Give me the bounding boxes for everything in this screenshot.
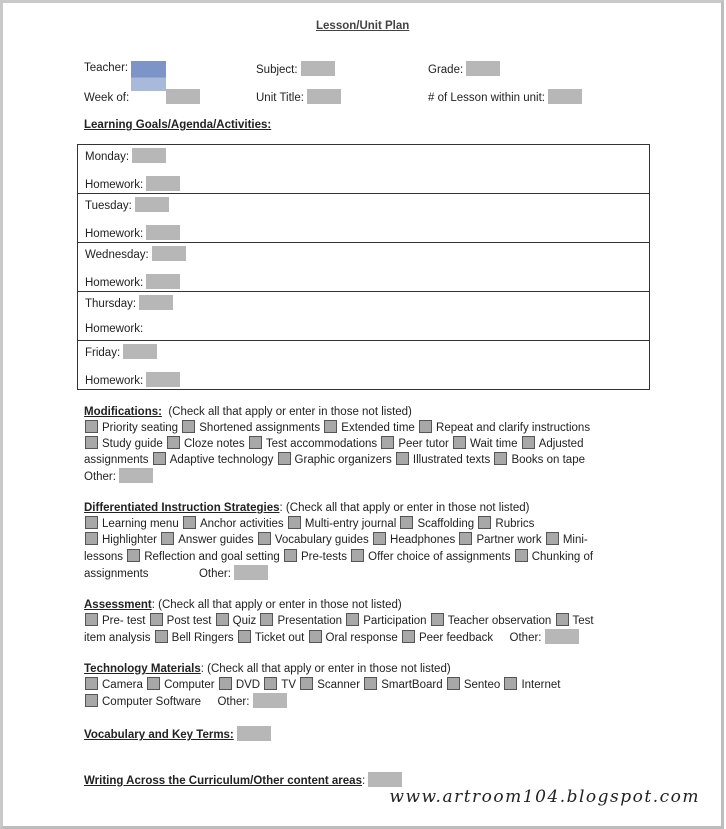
modifications-line-2 — [84, 436, 644, 452]
option-label: Anchor activities — [199, 518, 284, 530]
option-label: Books on tape — [511, 454, 585, 466]
option-label: item analysis — [84, 632, 151, 644]
checkbox[interactable] — [459, 532, 472, 545]
modifications-heading: Modifications: — [84, 406, 162, 418]
subject-field — [256, 61, 335, 77]
option-label: Multi-entry journal — [304, 518, 397, 530]
checkbox[interactable] — [85, 613, 98, 626]
checkbox[interactable] — [85, 420, 98, 433]
day-row-monday — [78, 145, 649, 193]
option-label: Adjusted — [538, 438, 584, 450]
option-label: Chunking of — [531, 551, 594, 563]
checkbox[interactable] — [402, 630, 415, 643]
option-label: Test — [572, 615, 594, 627]
other-input[interactable] — [119, 468, 153, 483]
checkbox[interactable] — [431, 613, 444, 626]
option-label: Internet — [521, 679, 561, 691]
other-input[interactable] — [234, 565, 268, 580]
tuesday-homework: Homework: — [85, 225, 180, 240]
option-label: Teacher observation — [447, 615, 552, 627]
wednesday-homework: Homework: — [85, 274, 180, 289]
checkbox[interactable] — [278, 452, 291, 465]
unit-title-input[interactable] — [307, 89, 341, 104]
option-label: Computer Software — [102, 696, 202, 708]
checkbox[interactable] — [309, 630, 322, 643]
other-label: Other: — [84, 471, 116, 483]
option-label: Priority seating — [102, 422, 179, 434]
checkbox[interactable] — [147, 677, 160, 690]
option-label: Headphones — [390, 534, 456, 546]
friday-homework: Homework: — [85, 372, 180, 387]
option-label: Participation — [363, 615, 427, 627]
other-label: Other: — [509, 632, 542, 644]
differentiated-line-1 — [84, 516, 644, 532]
modifications-other — [84, 468, 644, 485]
vocabulary-line — [84, 726, 644, 743]
option-label: Wait time — [470, 438, 518, 450]
option-label: TV — [281, 679, 296, 691]
other-input[interactable] — [253, 693, 287, 708]
week-field — [84, 89, 200, 105]
differentiated-line-4 — [84, 565, 644, 582]
monday-homework-input[interactable] — [146, 176, 180, 191]
teacher-label: Teacher: — [84, 62, 129, 74]
checkbox[interactable] — [183, 516, 196, 529]
subject-input[interactable] — [301, 61, 335, 76]
checkbox[interactable] — [478, 516, 491, 529]
modifications-line-1 — [84, 420, 644, 436]
tuesday-label: Tuesday: — [85, 197, 169, 212]
option-label: Camera — [102, 679, 143, 691]
checkbox[interactable] — [494, 452, 507, 465]
writing-heading: Writing Across the Curriculum/Other content areas — [84, 775, 362, 787]
option-label: Presentation — [277, 615, 343, 627]
differentiated-line-3 — [84, 549, 644, 565]
assessment-line-2 — [84, 629, 644, 646]
option-label: Quiz — [232, 615, 257, 627]
checkbox[interactable] — [400, 516, 413, 529]
checkbox[interactable] — [85, 532, 98, 545]
writing-colon: : — [361, 775, 366, 787]
day-row-wednesday — [78, 242, 649, 291]
checkbox[interactable] — [515, 549, 528, 562]
friday-input[interactable] — [123, 344, 157, 359]
checkbox[interactable] — [351, 549, 364, 562]
assessment-heading: Assessment — [84, 599, 152, 611]
checkbox[interactable] — [346, 613, 359, 626]
technology-line-2 — [84, 693, 644, 710]
week-label: Week of: — [84, 92, 130, 104]
assessment-line-1 — [84, 613, 644, 629]
day-row-friday — [78, 340, 649, 389]
option-label: assignments — [84, 568, 149, 580]
option-label: Graphic organizers — [294, 454, 392, 466]
checkbox[interactable] — [258, 532, 271, 545]
option-label: Peer tutor — [398, 438, 449, 450]
modifications-note: (Check all that apply or enter in those not listed) — [168, 406, 412, 418]
tuesday-input[interactable] — [135, 197, 169, 212]
modifications-heading-line — [84, 404, 644, 420]
other-input[interactable] — [545, 629, 579, 644]
week-input[interactable] — [166, 89, 200, 104]
option-label: Answer guides — [178, 534, 254, 546]
option-label: Senteo — [463, 679, 501, 691]
checkbox[interactable] — [447, 677, 460, 690]
day-row-thursday — [78, 291, 649, 340]
monday-homework: Homework: — [85, 176, 180, 191]
checkbox[interactable] — [85, 436, 98, 449]
checkbox[interactable] — [284, 549, 297, 562]
option-label: Extended time — [341, 422, 415, 434]
assessment-heading-line — [84, 597, 644, 613]
checkbox[interactable] — [324, 420, 337, 433]
checkbox[interactable] — [300, 677, 313, 690]
checkbox[interactable] — [85, 516, 98, 529]
checkbox[interactable] — [522, 436, 535, 449]
option-label: Post test — [166, 615, 212, 627]
checkbox[interactable] — [85, 677, 98, 690]
checkbox[interactable] — [373, 532, 386, 545]
thursday-homework: Homework: — [85, 323, 144, 335]
other-label: Other: — [217, 696, 250, 708]
checkbox[interactable] — [216, 613, 229, 626]
technology-line-1 — [84, 677, 644, 693]
checkbox[interactable] — [167, 436, 180, 449]
checkbox[interactable] — [288, 516, 301, 529]
technology-heading-line — [84, 661, 644, 677]
option-label: Oral response — [325, 632, 398, 644]
option-label: Peer feedback — [418, 632, 494, 644]
checkbox[interactable] — [150, 613, 163, 626]
checkbox[interactable] — [127, 549, 140, 562]
option-label: Shortened assignments — [199, 422, 321, 434]
option-label: Rubrics — [495, 518, 535, 530]
checkbox[interactable] — [260, 613, 273, 626]
checkbox[interactable] — [238, 630, 251, 643]
thursday-label: Thursday: — [85, 295, 173, 310]
option-label: Partner work — [476, 534, 542, 546]
checkbox[interactable] — [155, 630, 168, 643]
checkbox[interactable] — [556, 613, 569, 626]
checkbox[interactable] — [453, 436, 466, 449]
option-label: DVD — [235, 679, 261, 691]
lesson-number-field — [428, 89, 582, 105]
checkbox[interactable] — [264, 677, 277, 690]
tuesday-homework-input[interactable] — [146, 225, 180, 240]
checkbox[interactable] — [419, 420, 432, 433]
option-label: Pre-tests — [300, 551, 347, 563]
option-label: Illustrated texts — [412, 454, 491, 466]
technology-note: : (Check all that apply or enter in those not listed) — [200, 663, 451, 675]
option-label: Pre- test — [102, 615, 146, 627]
monday-label: Monday: — [85, 148, 166, 163]
checkbox[interactable] — [153, 452, 166, 465]
option-label: Reflection and goal setting — [144, 551, 280, 563]
option-label: assignments — [84, 454, 149, 466]
lesson-number-input[interactable] — [548, 89, 582, 104]
option-label: Adaptive technology — [169, 454, 274, 466]
assessment-note: : (Check all that apply or enter in those not listed) — [151, 599, 402, 611]
teacher-field — [84, 61, 166, 91]
grade-label: Grade: — [428, 64, 464, 76]
vocabulary-input[interactable] — [237, 726, 271, 741]
subject-label: Subject: — [256, 64, 298, 76]
option-label: lessons — [84, 551, 123, 563]
option-label: Repeat and clarify instructions — [436, 422, 591, 434]
option-label: Ticket out — [254, 632, 305, 644]
option-label: Test accommodations — [265, 438, 378, 450]
teacher-input[interactable] — [131, 61, 166, 91]
differentiated-heading-line — [84, 500, 644, 516]
watermark: www.artroom104.blogspot.com — [389, 787, 700, 807]
option-label: Computer — [164, 679, 215, 691]
page-title: Lesson/Unit Plan — [316, 20, 410, 32]
checkbox[interactable] — [161, 532, 174, 545]
option-label: Offer choice of assignments — [368, 551, 511, 563]
checkbox[interactable] — [396, 452, 409, 465]
unit-title-label: Unit Title: — [256, 92, 304, 104]
option-label: Highlighter — [102, 534, 157, 546]
checkbox[interactable] — [364, 677, 377, 690]
checkbox[interactable] — [219, 677, 232, 690]
option-label: Mini- — [562, 534, 588, 546]
agenda-table — [77, 144, 650, 390]
checkbox[interactable] — [546, 532, 559, 545]
differentiated-heading: Differentiated Instruction Strategies — [84, 502, 280, 514]
checkbox[interactable] — [182, 420, 195, 433]
modifications-line-3 — [84, 452, 644, 468]
technology-heading: Technology Materials — [84, 663, 201, 675]
other-label: Other: — [198, 568, 231, 580]
wednesday-label: Wednesday: — [85, 246, 186, 261]
grade-field — [428, 61, 500, 77]
option-label: Bell Ringers — [171, 632, 234, 644]
day-row-tuesday — [78, 193, 649, 242]
lesson-number-label: # of Lesson within unit: — [428, 92, 545, 104]
wednesday-homework-input[interactable] — [146, 274, 180, 289]
checkbox[interactable] — [381, 436, 394, 449]
learning-goals-heading: Learning Goals/Agenda/Activities: — [84, 119, 272, 131]
vocabulary-heading: Vocabulary and Key Terms: — [84, 729, 234, 741]
checkbox[interactable] — [504, 677, 517, 690]
writing-input[interactable] — [368, 772, 402, 787]
option-label: Study guide — [102, 438, 163, 450]
wednesday-input[interactable] — [152, 246, 186, 261]
checkbox[interactable] — [249, 436, 262, 449]
unit-title-field — [256, 89, 341, 105]
option-label: Scanner — [317, 679, 361, 691]
option-label: Cloze notes — [183, 438, 245, 450]
option-label: Learning menu — [102, 518, 179, 530]
grade-input[interactable] — [466, 61, 500, 76]
differentiated-note: : (Check all that apply or enter in those not listed) — [279, 502, 530, 514]
option-label: SmartBoard — [381, 679, 443, 691]
option-label: Vocabulary guides — [274, 534, 369, 546]
monday-input[interactable] — [132, 148, 166, 163]
friday-homework-input[interactable] — [146, 372, 180, 387]
differentiated-line-2 — [84, 532, 644, 548]
option-label: Scaffolding — [417, 518, 475, 530]
checkbox[interactable] — [85, 694, 98, 707]
friday-label: Friday: — [85, 344, 157, 359]
thursday-input[interactable] — [139, 295, 173, 310]
